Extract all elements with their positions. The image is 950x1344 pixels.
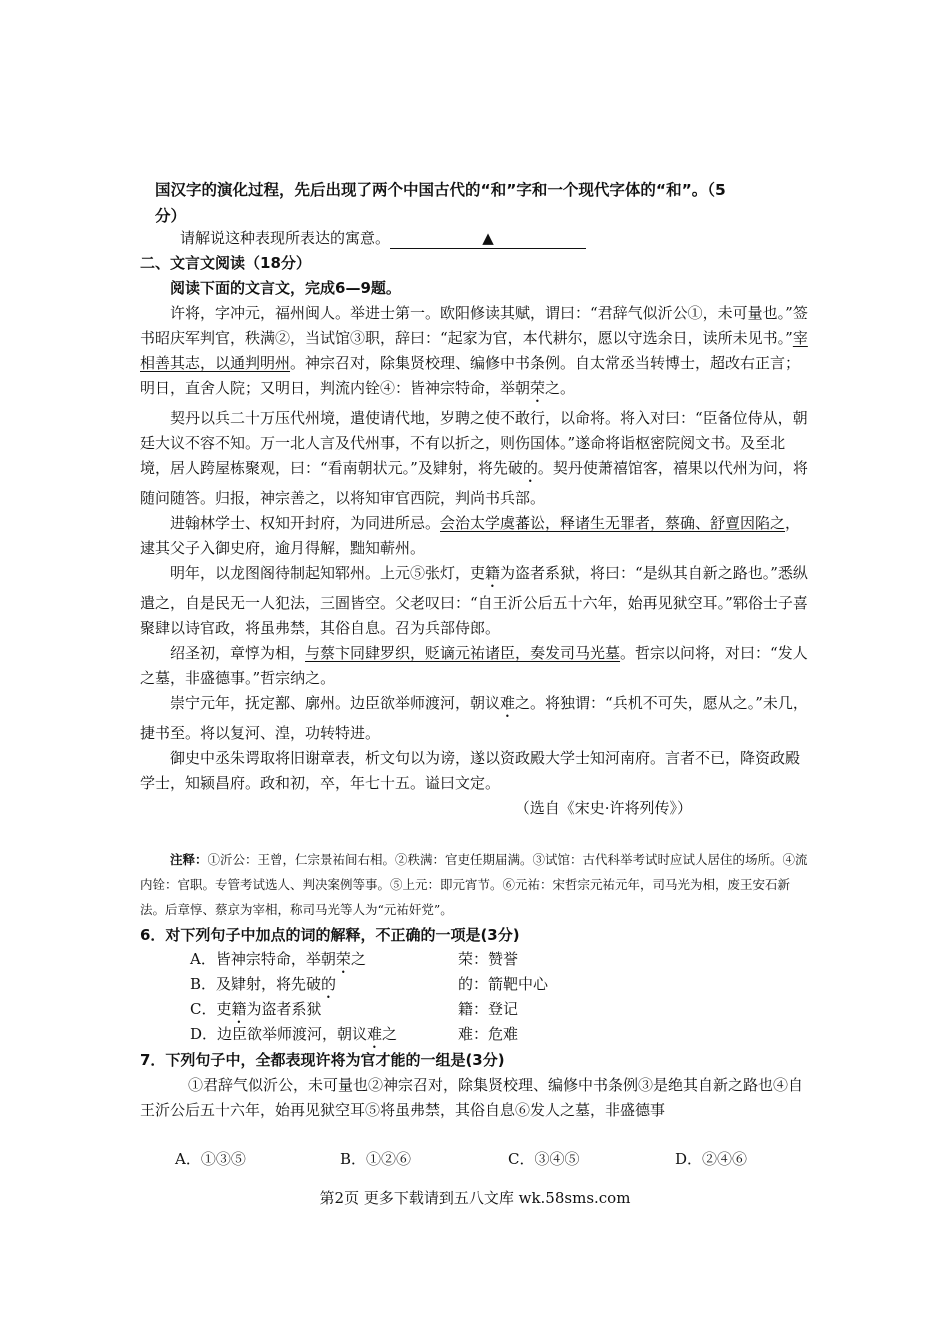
q6-c-gloss: 籍：登记 — [458, 1000, 519, 1018]
q6-d-text: D．边臣欲举师渡河，朝议 — [190, 1025, 368, 1043]
passage — [140, 301, 812, 821]
passage-paragraph-2 — [140, 406, 812, 511]
q6-d-tail: 之 — [382, 1025, 398, 1043]
triangle-marker-icon: ▲ — [482, 229, 494, 247]
q7-choice-b[interactable]: B．①②⑥ — [340, 1150, 412, 1168]
p4-dotted-word: 籍 — [485, 564, 501, 582]
question-5-line-2: 分） — [155, 207, 187, 225]
section-instruction: 阅读下面的文言文，完成6—9题。 — [170, 279, 401, 297]
answer-blank[interactable] — [390, 228, 586, 249]
q7-sentences: ①君辞气似沂公，未可量也②神宗召对，除集贤校理、编修中书条例③是绝其自新之路也④自王沂公后五十六年，始再见狱空耳⑤将虽弗禁，其俗自息⑥发人之墓，非盛德事 — [140, 1076, 804, 1119]
section-heading: 二、文言文阅读（18分） — [140, 254, 311, 272]
q6-b-text: B．及肄射，将先破 — [190, 975, 322, 993]
q6-b-gloss: 的：箭靶中心 — [458, 975, 549, 993]
q6-c-text: C．吏 — [190, 1000, 232, 1018]
q6-b-dotted: 的 — [321, 975, 337, 993]
p1-underlined: 宰相善其志，以通判明州 — [140, 329, 808, 372]
passage-source: （选自《宋史·许将列传》） — [514, 799, 692, 817]
q6-a-dotted: 荣 — [335, 950, 351, 968]
p5-underlined: 与蔡卞同肆罗织，贬谪元祐诸臣，奏发司马光墓 — [305, 644, 621, 662]
p2-text-a: 契丹以兵二十万压代州境，遣使请代地，岁聘之使不敢行，以命将。将入对曰：“臣备位侍从，朝廷大议不容不知。万一北人言及代州事，不有以折之，则伤国体。”遂命将诣枢密院阅文书。及至北境，居人跨屋栋聚观，曰：“看南朝状元。”及肄射，将先破 — [140, 409, 808, 477]
p1-text-a: 许将，字冲元，福州闽人。举进士第一。欧阳修读其赋，谓曰：“君辞气似沂公①，未可量也。”签书昭庆军判官，秩满②，当试馆③职，辞曰：“起家为官，本代耕尔，愿以守选余日，读所未见书。” — [140, 304, 808, 347]
p3-underlined: 会治太学虞蕃讼，释诸生无罪者，蔡确、舒亶因陷之 — [440, 514, 786, 532]
question-5-stem — [155, 177, 815, 229]
p4-text-b: 为盗者系狱，将曰：“是纵其自新之路也。”悉纵遣之，自是民无一人犯法，三圄皆空。父老叹曰：“自王沂公后五十六年，始再见狱空耳。”郓俗士子喜聚肆以诗官政，将虽弗禁，其俗自息。召为兵部侍郎。 — [140, 564, 808, 637]
passage-paragraph-3 — [140, 511, 812, 561]
passage-paragraph-7: 御史中丞朱谔取将旧谢章表，析文句以为谤，遂以资政殿大学士知河南府。言者不已，降资政殿学士，知颍昌府。政和初，卒，年七十五。谥曰文定。 — [140, 749, 801, 792]
p5-text-b: 。哲宗以问将，对曰：“发人之墓，非盛德事。”哲宗纳之。 — [140, 644, 808, 687]
passage-paragraph-4 — [140, 561, 812, 641]
q6-a-tail: 之 — [350, 950, 366, 968]
p6-dotted-word: 难 — [500, 694, 516, 712]
p4-text-a: 明年，以龙图阁待制起知郓州。上元⑤张灯，吏 — [170, 564, 486, 582]
q6-c-tail: 为盗者系狱 — [246, 1000, 322, 1018]
question-6-stem: 6．对下列句子中加点的词的解释，不正确的一项是(3分) — [140, 926, 520, 944]
q7-choice-c[interactable]: C．③④⑤ — [508, 1150, 580, 1168]
passage-paragraph-1 — [140, 301, 812, 406]
p1-text-c: 之。 — [545, 379, 576, 397]
question-5-prompt — [180, 226, 852, 251]
p1-dotted-word: 荣 — [530, 379, 546, 397]
p3-text-a: 进翰林学士、权知开封府，为同进所忌。 — [170, 514, 441, 532]
q6-a-text: A．皆神宗特命，举朝 — [190, 950, 336, 968]
notes-text: ①沂公：王曾，仁宗景祐间右相。②秩满：官吏任期届满。③试馆：古代科举考试时应试人居住的场所。④流内铨：官职。专管考试选人、判决案例等事。⑤上元：即元宵节。⑥元祐：宋哲宗元祐元年，司马光为相，废王安石新法。后章惇、蔡京为宰相，称司马光等人为“元祐奸党”。 — [140, 852, 808, 917]
prompt-text: 请解说这种表现所表达的寓意。 — [180, 229, 391, 247]
p3-text-b: ，逮其父子入御史府，逾月得解，黜知蕲州。 — [140, 514, 801, 557]
notes-label: 注释： — [170, 852, 208, 867]
passage-paragraph-6 — [140, 691, 812, 746]
q6-a-gloss: 荣：赞誉 — [458, 950, 519, 968]
question-7-stem: 7．下列句子中，全都表现许将为官才能的一组是(3分) — [140, 1051, 505, 1069]
q6-d-gloss: 难：危难 — [458, 1025, 519, 1043]
p2-dotted-word: 的 — [522, 459, 538, 477]
page-footer: 第2页 更多下载请到五八文库 wk.58sms.com — [319, 1189, 631, 1207]
p6-text-a: 崇宁元年，抚定鄯、廓州。边臣欲举师渡河，朝议 — [170, 694, 501, 712]
p6-text-b: 之。将独谓：“兵机不可失，愿从之。”未几，捷书至。将以复河、湟，功转特进。 — [140, 694, 808, 742]
p5-text-a: 绍圣初，章惇为相， — [170, 644, 306, 662]
p1-text-b: 。神宗召对，除集贤校理、编修中书条例。自太常丞当转博士，超改右正言；明日，直舍人院；又明日，判流内铨④：皆神宗特命，举朝 — [140, 354, 801, 397]
q7-choice-d[interactable]: D．②④⑥ — [675, 1150, 748, 1168]
annotation-notes — [140, 847, 812, 922]
q7-body-wrap — [140, 1073, 812, 1123]
p2-text-b: 。契丹使萧禧馆客，禧果以代州为问，将随问随答。归报，神宗善之，以将知审官西院，判尚书兵部。 — [140, 459, 808, 507]
passage-paragraph-5 — [140, 641, 812, 691]
q6-c-dotted: 籍 — [231, 1000, 247, 1018]
q6-d-dotted: 难 — [367, 1025, 383, 1043]
question-5-line-1: 国汉字的演化过程，先后出现了两个中国古代的“和”字和一个现代字体的“和”。（5 — [155, 181, 726, 199]
q7-choice-a[interactable]: A．①③⑤ — [175, 1150, 246, 1168]
